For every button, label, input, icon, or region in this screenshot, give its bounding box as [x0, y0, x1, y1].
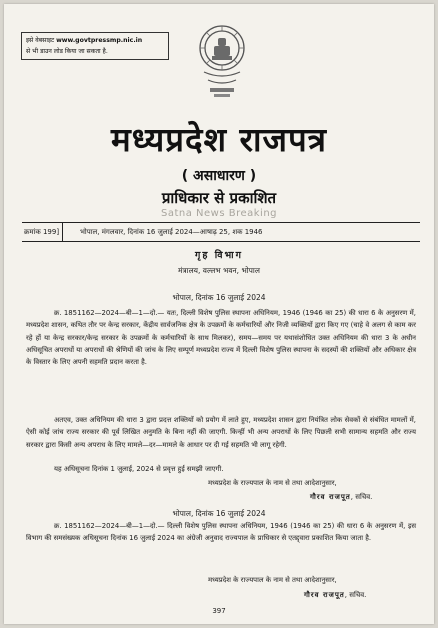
notification-date-2: भोपाल, दिनांक 16 जुलाई 2024	[172, 509, 266, 518]
page-number: 397	[212, 607, 226, 615]
notification-paragraph-2: अतएव, उक्त अधिनियम की धारा 3 द्वारा प्रदत्त शक्तियों को प्रयोग में लाते हुए, मध्यप्रदेश शासन द्वारा नियंत्रित लोक सेवकों से संबंधित मामलों में, ऐसी कोई जांच राज्य सरकार की पूर्व लिखित अनुमति के बिना नहीं की जाएगी. किन्हीं भी अन्य अपराधों के लिए पिछली सभी सामान्य सहमति और राज्य सरकार द्वारा किसी अन्य अपराध के लिए मामले—दर—मामले के आधार पर दी गई सहमति भी लागू रहेगी.	[26, 416, 416, 449]
gazette-page	[4, 4, 434, 624]
issue-number: क्रमांक 199]	[22, 223, 63, 241]
signatory-name-2: गौरव राजपूत	[304, 591, 345, 599]
signatory-title-1: , सचिव.	[350, 493, 373, 501]
department-heading: गृह विभाग	[195, 250, 243, 261]
notification-paragraph-3: यह अधिसूचना दिनांक 1 जुलाई, 2024 से प्रवृत्त हुई समझी जाएगी.	[54, 465, 224, 473]
notification-paragraph-1: क्र. 1851162—2024—बी—1—दो.— यतः, दिल्ली विशेष पुलिस स्थापना अधिनियम, 1946 (1946 का 25) की धारा 6 के अनुसरण में, मध्यप्रदेश शासन, कथित तौर पर केन्द्र सरकार, केंद्रीय सार्वजनिक क्षेत्र के उपक्रमों के कर्मचारियों और निजी व्यक्तियों द्वारा किए गए (चाहे वे अलग से काम कर रहे हों या केन्द्र सरकार/केन्द्र सरकार के उपक्रमों के कर्मचारियों के साथ मिलकर), समय—समय पर यथासंशोधित उक्त अधिनियम की धारा 3 के अधीन अधिसूचित अपराधों या अपराधों की श्रेणियों की जांच के लिए सम्पूर्ण मध्यप्रदेश राज्य में दिल्ली विशेष पुलिस स्थापना के सदस्यों की शक्तियों और अधिकार क्षेत्र के विस्तार के लिए अपनी सहमति प्रदान करता है.	[26, 309, 416, 367]
notice-line1: इसे वेबसाइट	[26, 37, 55, 44]
notice-line2: से भी डाउन लोड किया जा सकता है.	[26, 48, 108, 55]
signature-block-2	[304, 591, 366, 600]
signatory-title-2: , सचिव.	[344, 591, 367, 599]
ministry-address: मंत्रालय, वल्लभ भवन, भोपाल	[178, 266, 260, 275]
signature-block-1	[310, 493, 372, 502]
gazette-subtitle: ( असाधारण )	[181, 168, 257, 184]
gazette-authority: प्राधिकार से प्रकाशित	[161, 189, 277, 207]
signature-order-2: मध्यप्रदेश के राज्यपाल के नाम से तथा आदेशानुसार,	[208, 576, 337, 584]
issue-line	[22, 222, 420, 242]
signature-order-1: मध्यप्रदेश के राज्यपाल के नाम से तथा आदेशानुसार,	[208, 479, 337, 487]
website-notice-box	[21, 32, 169, 60]
issue-date: भोपाल, मंगलवार, दिनांक 16 जुलाई 2024—आषाढ़ 25, शक 1946	[80, 228, 263, 236]
notification-date-1: भोपाल, दिनांक 16 जुलाई 2024	[172, 293, 266, 302]
state-emblem-icon	[196, 22, 248, 104]
notification-paragraph-4: क्र. 1851162—2024—बी—1—दो.— दिल्ली विशेष पुलिस स्थापना अधिनियम, 1946 (1946 का 25) की धारा 6 के अनुसरण में, इस विभाग की समसंख्यक अधिसूचना दिनांक 16 जुलाई 2024 का अंग्रेजी अनुवाद राज्यपाल के प्राधिकार से एतद्द्वारा प्रकाशित किया जाता है.	[26, 522, 416, 543]
notice-url: www.govtpressmp.nic.in	[56, 37, 143, 44]
gazette-title: मध्यप्रदेश राजपत्र	[110, 120, 327, 159]
watermark-text: Satna News Breaking	[160, 208, 278, 219]
signatory-name-1: गौरव राजपूत	[310, 493, 351, 501]
